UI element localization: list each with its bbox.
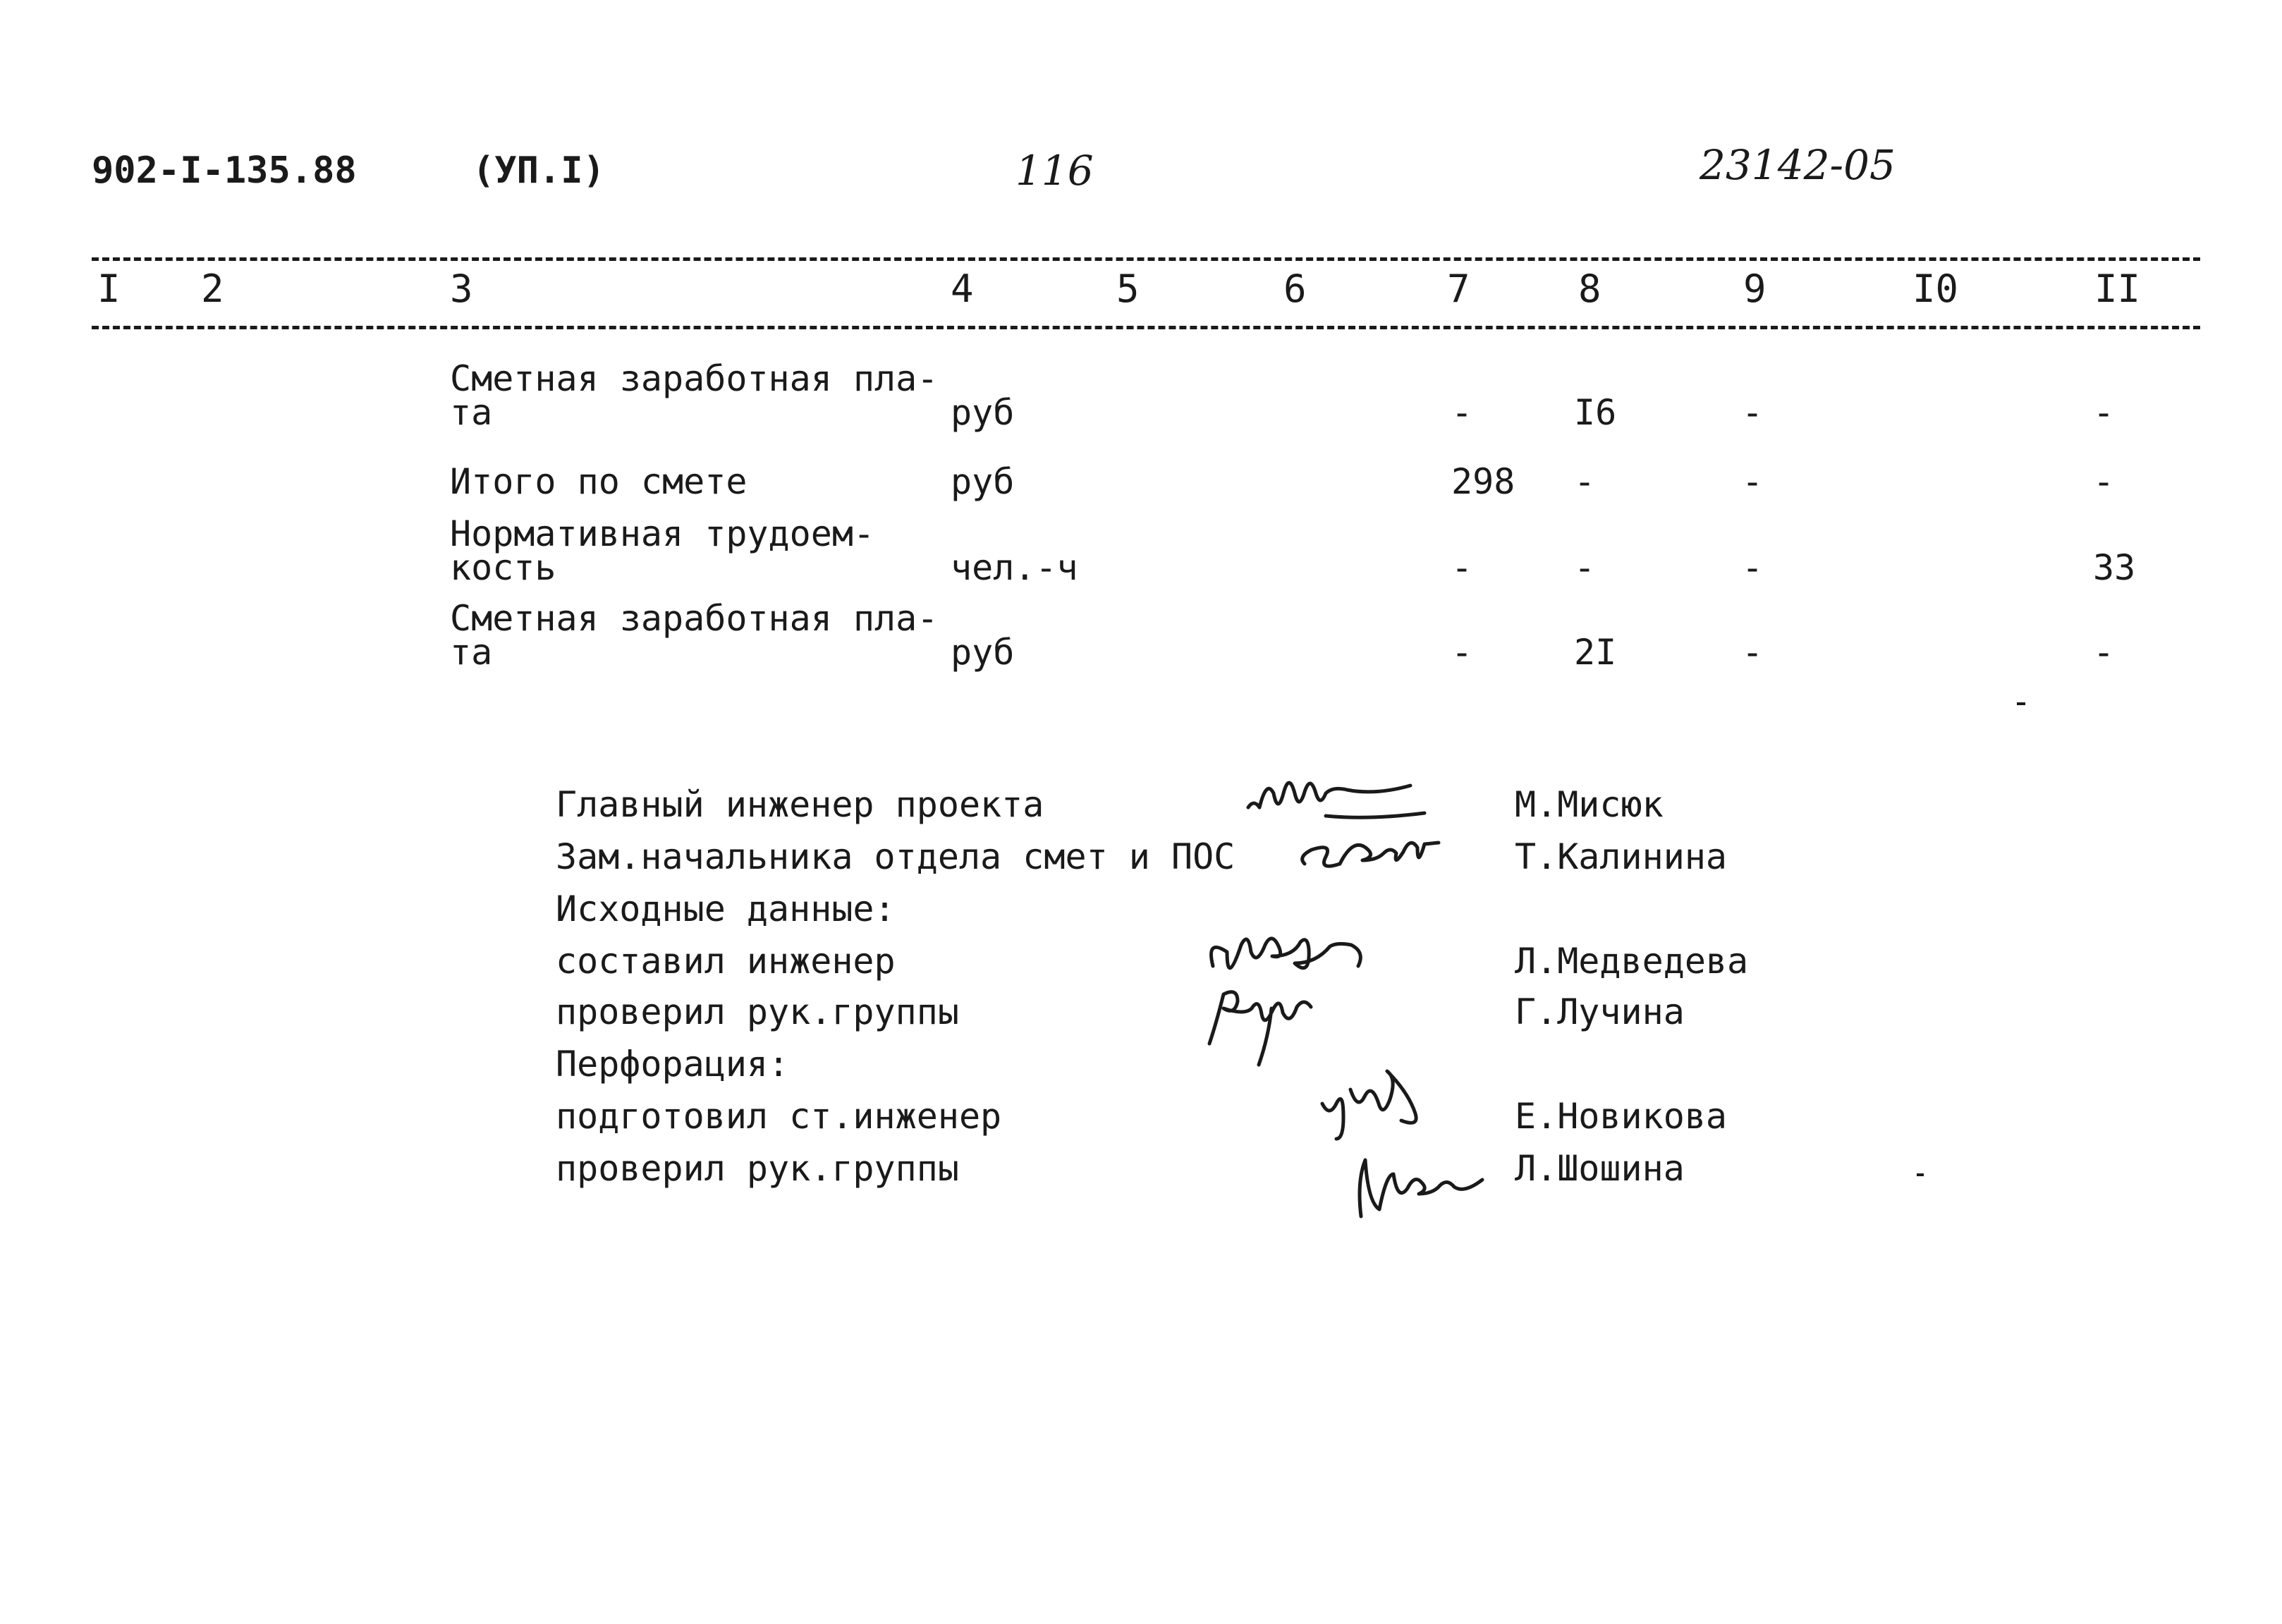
row-col8: I6 [1574,392,1617,433]
row-col7: - [1451,392,1473,433]
signatory-role: подготовил ст.инженер [556,1096,1002,1137]
row-col7: 298 [1451,461,1515,502]
row-col9: - [1742,461,1764,502]
column-number: II [2094,267,2141,311]
column-number: 4 [951,267,974,311]
signature-novikova [1308,1075,1449,1153]
signatory-name: Л.Шошина [1515,1148,1685,1189]
signature-kalinina [1291,822,1474,878]
column-number: 2 [201,267,224,311]
signature-shoshina [1347,1146,1516,1231]
column-number: 3 [450,267,473,311]
signatory-name: Т.Калинина [1515,836,1728,877]
row-col11: 33 [2093,547,2136,588]
row-col11: - [2093,632,2115,673]
row-col9: - [1742,632,1764,673]
row-name: Нормативная трудоем- [450,513,875,554]
column-number: 6 [1283,267,1307,311]
row-name: Сметная заработная пла- [450,598,939,639]
row-col9: - [1742,547,1764,588]
row-col9: - [1742,392,1764,433]
column-number: I0 [1912,267,1959,311]
signatory-role: проверил рук.группы [556,991,959,1032]
section-heading: Исходные данные: [556,889,896,929]
document-code: 902-I-135.88 [92,149,357,192]
signature-luchina [1202,980,1372,1072]
column-number: 8 [1578,267,1601,311]
signatory-name: М.Мисюк [1515,784,1664,825]
signatory-role: составил инженер [556,941,896,982]
row-unit: руб [951,392,1015,433]
signature-medvedeva [1199,924,1410,987]
row-name-continuation: та [450,632,493,673]
page-number: 116 [1015,147,1094,195]
row-name-continuation: та [450,392,493,433]
row-col8: - [1574,461,1596,502]
scan-speck [2017,702,2025,705]
album-code: (УП.I) [472,149,605,192]
inventory-number: 23142-05 [1700,141,1896,189]
signatory-name: Л.Медведева [1515,941,1749,982]
row-name-continuation: кость [450,547,556,588]
table-top-rule [92,257,2200,261]
section-heading: Перфорация: [556,1044,790,1085]
signatory-role: Зам.начальника отдела смет и ПОС [556,836,1235,877]
row-col7: - [1451,632,1473,673]
column-number: 9 [1743,267,1767,311]
row-col7: - [1451,547,1473,588]
row-unit: чел.-ч [951,547,1078,588]
row-col11: - [2093,461,2115,502]
row-col11: - [2093,392,2115,433]
row-name: Итого по смете [450,461,748,502]
column-number: 5 [1116,267,1140,311]
row-col8: 2I [1574,632,1617,673]
row-col8: - [1574,547,1596,588]
column-number: 7 [1447,267,1470,311]
row-unit: руб [951,461,1015,502]
scan-speck [1917,1173,1924,1176]
row-name: Сметная заработная пла- [450,358,939,399]
signature-misyuk [1241,772,1453,829]
signatory-role: Главный инженер проекта [556,784,1044,825]
column-number: I [97,267,121,311]
table-header-rule [92,326,2200,329]
row-unit: руб [951,632,1015,673]
signatory-name: Г.Лучина [1515,991,1685,1032]
signatory-role: проверил рук.группы [556,1148,959,1189]
signatory-name: Е.Новикова [1515,1096,1728,1137]
